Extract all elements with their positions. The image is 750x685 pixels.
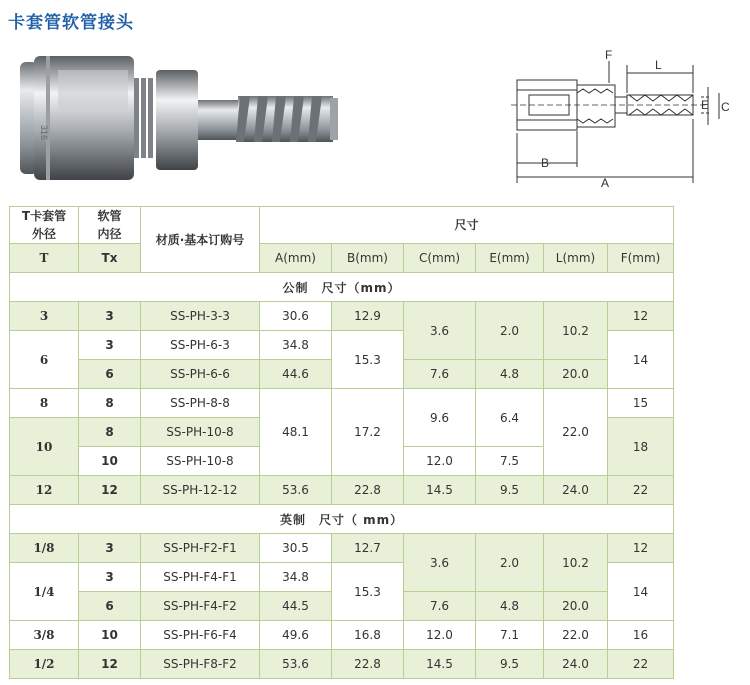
metric-a: 53.6 bbox=[260, 476, 332, 505]
imperial-tx: 12 bbox=[79, 650, 141, 679]
table-row bbox=[10, 389, 674, 418]
header-size: 尺寸 bbox=[260, 207, 674, 244]
imperial-a: 30.5 bbox=[260, 534, 332, 563]
metric-f: 22 bbox=[608, 476, 674, 505]
table-row bbox=[10, 534, 674, 563]
svg-text:A: A bbox=[601, 176, 610, 190]
metric-f: 12 bbox=[608, 302, 674, 331]
metric-t: 3 bbox=[10, 302, 79, 331]
metric-t: 10 bbox=[10, 418, 79, 476]
photo-marking: 316 bbox=[39, 125, 49, 141]
metric-part: SS-PH-10-8 bbox=[141, 418, 260, 447]
imperial-f: 22 bbox=[608, 650, 674, 679]
imperial-tx: 6 bbox=[79, 592, 141, 621]
metric-part: SS-PH-12-12 bbox=[141, 476, 260, 505]
imperial-a: 34.8 bbox=[260, 563, 332, 592]
metric-tx: 6 bbox=[79, 360, 141, 389]
metric-a: 48.1 bbox=[260, 389, 332, 476]
imperial-l: 22.0 bbox=[544, 621, 608, 650]
header-b: B(mm) bbox=[332, 244, 404, 273]
imperial-tx: 10 bbox=[79, 621, 141, 650]
imperial-l: 24.0 bbox=[544, 650, 608, 679]
header-material: 材质·基本订购号 bbox=[141, 207, 260, 273]
imperial-section-title: 英制 尺寸（ mm） bbox=[10, 505, 674, 534]
metric-tx: 8 bbox=[79, 418, 141, 447]
imperial-b: 16.8 bbox=[332, 621, 404, 650]
imperial-c: 7.6 bbox=[404, 592, 476, 621]
svg-text:B: B bbox=[541, 156, 550, 170]
header-c: C(mm) bbox=[404, 244, 476, 273]
imperial-t: 3/8 bbox=[10, 621, 79, 650]
table-row bbox=[10, 302, 674, 331]
imperial-a: 49.6 bbox=[260, 621, 332, 650]
metric-a: 30.6 bbox=[260, 302, 332, 331]
table-row bbox=[10, 650, 674, 679]
imperial-tx: 3 bbox=[79, 534, 141, 563]
table-row bbox=[10, 621, 674, 650]
svg-text:F: F bbox=[605, 48, 613, 62]
metric-l: 24.0 bbox=[544, 476, 608, 505]
imperial-part: SS-PH-F4-F2 bbox=[141, 592, 260, 621]
imperial-c: 14.5 bbox=[404, 650, 476, 679]
imperial-part: SS-PH-F6-F4 bbox=[141, 621, 260, 650]
metric-l: 22.0 bbox=[544, 389, 608, 476]
header-tx-sub: Tx bbox=[79, 244, 141, 273]
metric-c: 14.5 bbox=[404, 476, 476, 505]
imperial-f: 14 bbox=[608, 563, 674, 621]
imperial-a: 44.5 bbox=[260, 592, 332, 621]
metric-tx: 12 bbox=[79, 476, 141, 505]
dimension-drawing bbox=[505, 45, 745, 195]
svg-text:L: L bbox=[655, 58, 662, 72]
header-f: F(mm) bbox=[608, 244, 674, 273]
metric-a: 34.8 bbox=[260, 331, 332, 360]
metric-l: 20.0 bbox=[544, 360, 608, 389]
imperial-part: SS-PH-F4-F1 bbox=[141, 563, 260, 592]
imperial-f: 12 bbox=[608, 534, 674, 563]
metric-b: 22.8 bbox=[332, 476, 404, 505]
metric-c: 12.0 bbox=[404, 447, 476, 476]
metric-t: 6 bbox=[10, 331, 79, 389]
imperial-c: 3.6 bbox=[404, 534, 476, 592]
metric-tx: 10 bbox=[79, 447, 141, 476]
metric-b: 17.2 bbox=[332, 389, 404, 476]
imperial-b: 12.7 bbox=[332, 534, 404, 563]
header-t: T卡套管 外径 bbox=[10, 207, 79, 244]
metric-b: 12.9 bbox=[332, 302, 404, 331]
imperial-tx: 3 bbox=[79, 563, 141, 592]
header-tx: 软管 内径 bbox=[79, 207, 141, 244]
spec-table bbox=[9, 206, 674, 679]
header-t-sub: T bbox=[10, 244, 79, 273]
imperial-part: SS-PH-F2-F1 bbox=[141, 534, 260, 563]
metric-part: SS-PH-6-3 bbox=[141, 331, 260, 360]
imperial-e: 7.1 bbox=[476, 621, 544, 650]
metric-c: 3.6 bbox=[404, 302, 476, 360]
metric-f: 15 bbox=[608, 389, 674, 418]
imperial-e: 9.5 bbox=[476, 650, 544, 679]
metric-e: 7.5 bbox=[476, 447, 544, 476]
imperial-l: 10.2 bbox=[544, 534, 608, 592]
svg-text:C: C bbox=[721, 100, 730, 114]
imperial-f: 16 bbox=[608, 621, 674, 650]
metric-tx: 8 bbox=[79, 389, 141, 418]
imperial-a: 53.6 bbox=[260, 650, 332, 679]
metric-tx: 3 bbox=[79, 302, 141, 331]
metric-part: SS-PH-6-6 bbox=[141, 360, 260, 389]
imperial-t: 1/8 bbox=[10, 534, 79, 563]
metric-a: 44.6 bbox=[260, 360, 332, 389]
header-a: A(mm) bbox=[260, 244, 332, 273]
metric-f: 18 bbox=[608, 418, 674, 476]
table-row bbox=[10, 476, 674, 505]
metric-t: 12 bbox=[10, 476, 79, 505]
page-title: 卡套管软管接头 bbox=[8, 13, 134, 33]
imperial-l: 20.0 bbox=[544, 592, 608, 621]
metric-part: SS-PH-10-8 bbox=[141, 447, 260, 476]
imperial-t: 1/4 bbox=[10, 563, 79, 621]
imperial-c: 12.0 bbox=[404, 621, 476, 650]
metric-tx: 3 bbox=[79, 331, 141, 360]
metric-b: 15.3 bbox=[332, 331, 404, 389]
metric-e: 4.8 bbox=[476, 360, 544, 389]
metric-e: 6.4 bbox=[476, 389, 544, 447]
svg-text:E: E bbox=[701, 98, 710, 112]
fitting-photo bbox=[18, 50, 363, 185]
imperial-e: 4.8 bbox=[476, 592, 544, 621]
header-e: E(mm) bbox=[476, 244, 544, 273]
metric-part: SS-PH-3-3 bbox=[141, 302, 260, 331]
metric-part: SS-PH-8-8 bbox=[141, 389, 260, 418]
imperial-e: 2.0 bbox=[476, 534, 544, 592]
imperial-b: 15.3 bbox=[332, 563, 404, 621]
metric-c: 9.6 bbox=[404, 389, 476, 447]
metric-section-title: 公制 尺寸（mm） bbox=[10, 273, 674, 302]
metric-e: 9.5 bbox=[476, 476, 544, 505]
metric-l: 10.2 bbox=[544, 302, 608, 360]
metric-c: 7.6 bbox=[404, 360, 476, 389]
imperial-b: 22.8 bbox=[332, 650, 404, 679]
imperial-t: 1/2 bbox=[10, 650, 79, 679]
metric-e: 2.0 bbox=[476, 302, 544, 360]
header-l: L(mm) bbox=[544, 244, 608, 273]
metric-t: 8 bbox=[10, 389, 79, 418]
metric-f: 14 bbox=[608, 331, 674, 389]
imperial-part: SS-PH-F8-F2 bbox=[141, 650, 260, 679]
